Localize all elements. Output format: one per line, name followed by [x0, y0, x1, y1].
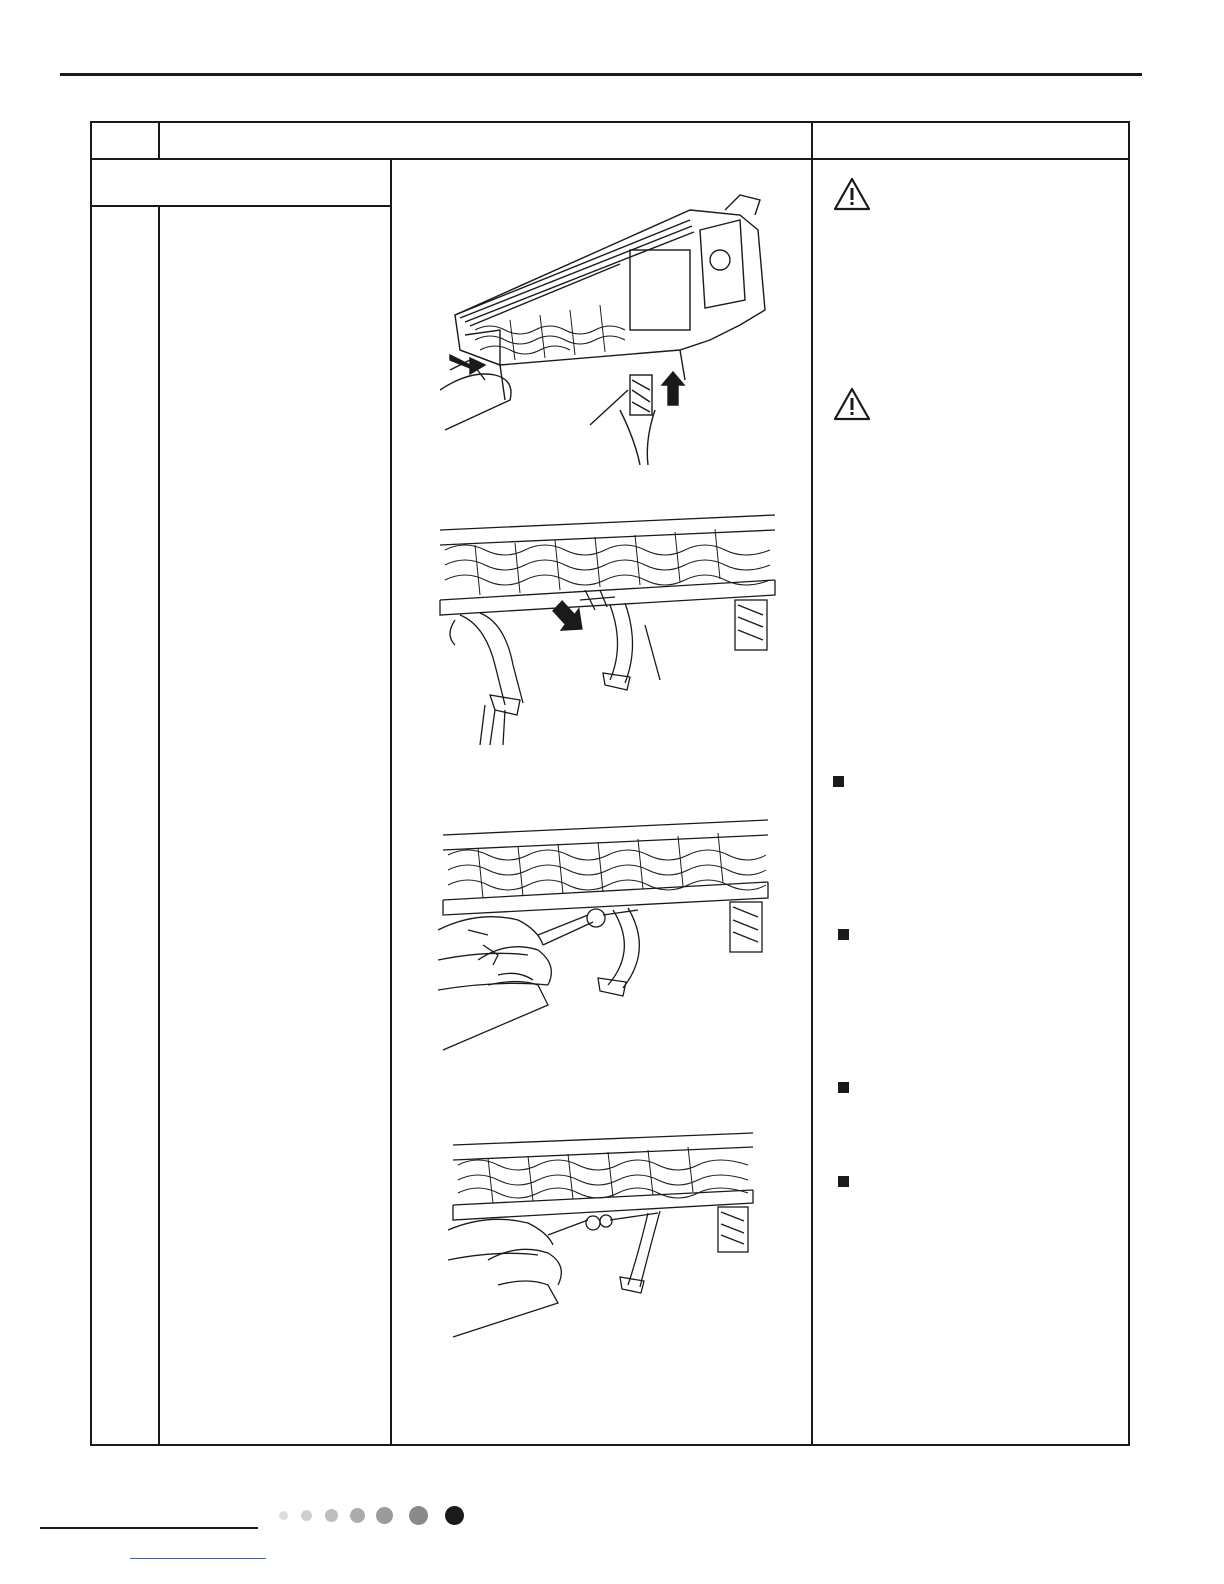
warning-triangle-icon [832, 176, 872, 212]
figure-col-divider [390, 158, 392, 1446]
figure-wrench-disconnecting [448, 1125, 758, 1340]
footer-rule [40, 1527, 258, 1529]
page-dot [409, 1506, 428, 1525]
page-dot [325, 1509, 338, 1522]
notes-col-divider [811, 121, 813, 1446]
square-bullet-icon [838, 929, 849, 940]
square-bullet-icon [838, 1176, 849, 1187]
header-rule [60, 73, 1142, 76]
figure-indoor-unit-tilted [440, 190, 780, 470]
figure-wrench-loosening [438, 810, 773, 1055]
step-col-divider-body [158, 205, 160, 1446]
warning-triangle-icon [832, 386, 872, 422]
footer-link-underline[interactable] [130, 1558, 266, 1559]
page-dot [301, 1510, 312, 1521]
page-dot [279, 1511, 288, 1520]
header-row-divider [90, 158, 1130, 160]
page-dot [376, 1507, 393, 1524]
page-dot-active [445, 1506, 464, 1525]
step-col-divider-header [158, 121, 160, 159]
subheader-divider [90, 205, 391, 207]
figure-pipe-joints [435, 505, 780, 750]
square-bullet-icon [833, 776, 844, 787]
square-bullet-icon [838, 1082, 849, 1093]
page-dot [350, 1508, 365, 1523]
